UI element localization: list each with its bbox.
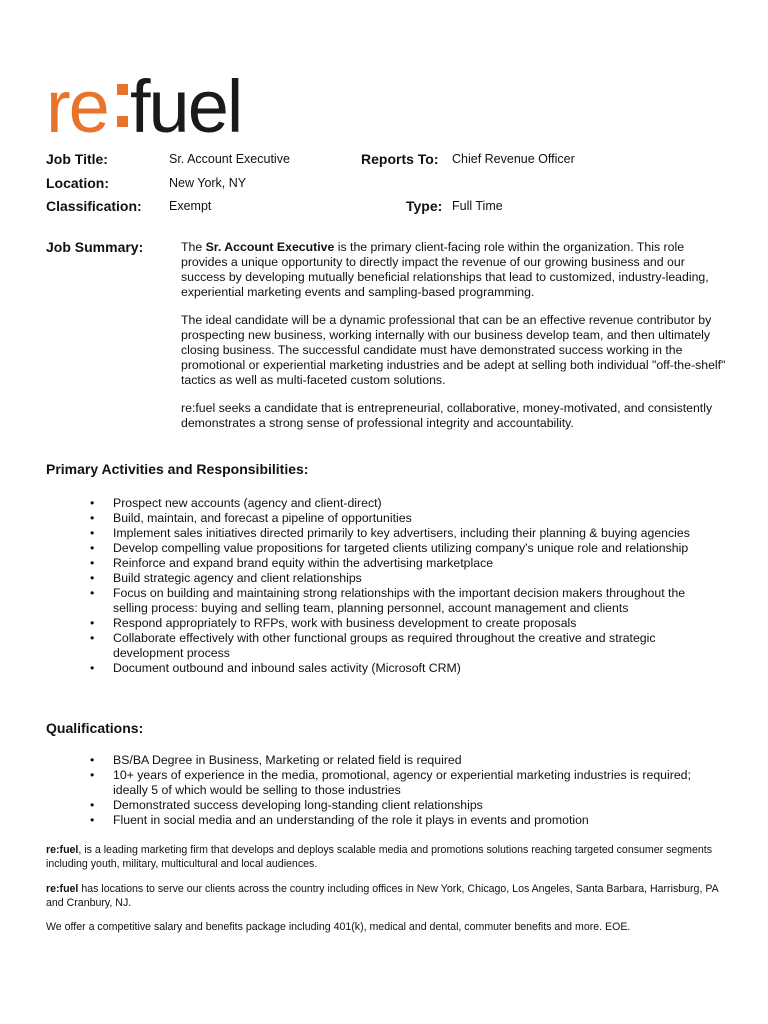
- list-item: • Develop compelling value propositions for targeted clients utilizing company's unique role and relationship: [90, 541, 710, 556]
- responsibilities-list: [90, 496, 710, 676]
- list-item: • Collaborate effectively with other functional groups as required throughout the creative and strategic development process: [90, 631, 710, 661]
- company-about-text: , is a leading marketing firm that develops and deploys scalable media and promotions solutions reaching targeted consumer segments including youth, military, multicultural and local audiences.: [46, 844, 713, 870]
- company-locations: [46, 882, 726, 910]
- job-summary: [181, 240, 726, 444]
- svg-text:re: re: [46, 65, 108, 136]
- company-locations-text: has locations to serve our clients across the country including offices in New York, Chicago, Los Angeles, Santa Barbara, Harrisburg, PA and Cranbury, NJ.: [46, 883, 719, 909]
- job-title-value: Sr. Account Executive: [169, 152, 290, 166]
- company-about: [46, 843, 726, 871]
- list-item: • Implement sales initiatives directed primarily to key advertisers, including their planning & buying agencies: [90, 526, 710, 541]
- job-summary-label: Job Summary:: [46, 239, 144, 255]
- type-value: Full Time: [452, 199, 503, 213]
- qualifications-list: [90, 753, 710, 828]
- type-label: Type:: [406, 198, 443, 214]
- list-item: • Document outbound and inbound sales activity (Microsoft CRM): [90, 661, 710, 676]
- summary-paragraph-2: The ideal candidate will be a dynamic professional that can be an effective revenue contributor by prospecting new business, working internally with our business develop team, and then ultimately closing business. The successful candidate must have demonstrated success working in the promotional or experiential marketing industries and be adept at selling both individual "off-the-shelf" tactics as well as multi-faceted custom solutions.: [181, 313, 726, 387]
- list-item: • Build strategic agency and client relationships: [90, 571, 710, 586]
- company-name: re:fuel: [46, 844, 79, 856]
- company-benefits: We offer a competitive salary and benefits package including 401(k), medical and dental, commuter benefits and more. EOE.: [46, 921, 631, 933]
- summary-paragraph-1: [181, 240, 726, 300]
- location-label: Location:: [46, 175, 109, 191]
- svg-text:fuel: fuel: [130, 65, 242, 136]
- classification-label: Classification:: [46, 198, 142, 214]
- list-item: • Demonstrated success developing long-standing client relationships: [90, 798, 710, 813]
- summary-p1-pre: The: [181, 240, 206, 254]
- list-item: • 10+ years of experience in the media, promotional, agency or experiential marketing industries is required; ideally 5 of which would be selling to those industries: [90, 768, 710, 798]
- job-title-label: Job Title:: [46, 151, 108, 167]
- list-item: • Prospect new accounts (agency and client-direct): [90, 496, 710, 511]
- refuel-logo-mark: [46, 50, 266, 136]
- list-item: • Focus on building and maintaining strong relationships with the important decision makers throughout the selling process: buying and selling team, planning personnel, account management and clients: [90, 586, 710, 616]
- list-item: • BS/BA Degree in Business, Marketing or related field is required: [90, 753, 710, 768]
- list-item: • Respond appropriately to RFPs, work with business development to create proposals: [90, 616, 710, 631]
- summary-p1-post: is the primary client-facing role within the organization. This role provides a unique opportunity to directly impact the revenue of our growing business and our success by developing mutually beneficial relationships that lead to customized, industry-leading, experiential marketing events and sampling-based programming.: [181, 240, 709, 299]
- list-item: • Fluent in social media and an understanding of the role it plays in events and promotion: [90, 813, 710, 828]
- classification-value: Exempt: [169, 199, 212, 213]
- company-name: re:fuel: [46, 883, 79, 895]
- responsibilities-title: Primary Activities and Responsibilities:: [46, 461, 309, 477]
- summary-p1-role: Sr. Account Executive: [205, 240, 335, 254]
- list-item: • Build, maintain, and forecast a pipeline of opportunities: [90, 511, 710, 526]
- location-value: New York, NY: [169, 176, 247, 190]
- list-item: • Reinforce and expand brand equity within the advertising marketplace: [90, 556, 710, 571]
- qualifications-title: Qualifications:: [46, 720, 144, 736]
- refuel-logo: [46, 50, 266, 136]
- reports-to-value: Chief Revenue Officer: [452, 152, 575, 166]
- reports-to-label: Reports To:: [361, 151, 439, 167]
- summary-paragraph-3: re:fuel seeks a candidate that is entrepreneurial, collaborative, money-motivated, and consistently demonstrates a strong sense of professional integrity and accountability.: [181, 401, 713, 430]
